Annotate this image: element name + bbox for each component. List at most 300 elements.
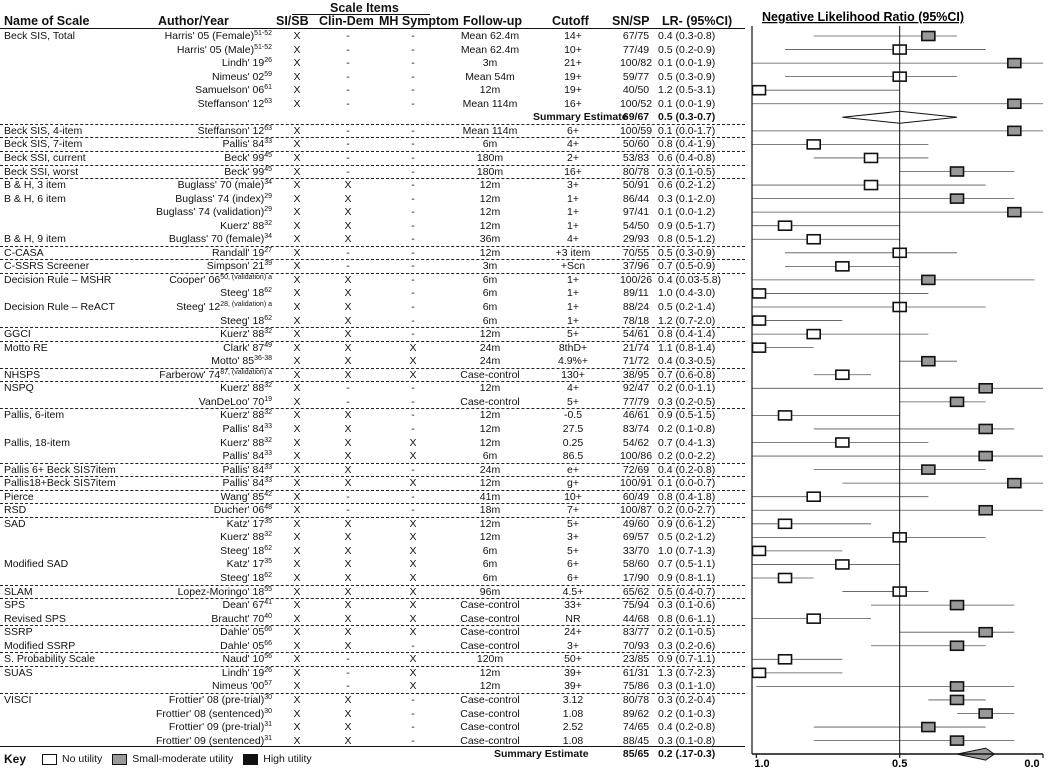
mh-symptom-mark: - (411, 490, 415, 503)
lr-ci: 0.1 (0.0-0.7) (658, 477, 716, 490)
clin-dem-mark: X (344, 477, 352, 490)
sn-sp: 40/50 (622, 84, 650, 97)
si-sb-mark: X (293, 693, 301, 706)
point-estimate (807, 140, 820, 149)
clin-dem-mark: - (346, 490, 350, 503)
cutoff: 1+ (567, 287, 579, 300)
mh-symptom-mark: - (411, 409, 415, 422)
author-year: Pallis' $84^{33}$ (222, 450, 272, 463)
cutoff: 1+ (567, 192, 579, 205)
citation-ref: 51-52 (254, 30, 272, 37)
si-sb-mark: X (293, 422, 301, 435)
lr-ci: 0.3 (0.2-0.4) (658, 693, 716, 706)
scale-name: B & H, 9 item (4, 233, 66, 246)
mh-symptom-mark: X (409, 572, 417, 584)
author-year: Wang' $85^{42}$ (220, 490, 272, 503)
follow-up: 12m (479, 192, 501, 205)
follow-up: 6m (482, 301, 498, 313)
key-swatch-high (243, 754, 258, 765)
clin-dem-mark: - (346, 138, 350, 151)
clin-dem-mark: - (346, 97, 350, 110)
follow-up: 12m (479, 246, 501, 259)
point-estimate (922, 357, 935, 366)
lr-ci: 0.8 (0.6-1.1) (658, 612, 716, 625)
cutoff: -0.5 (563, 409, 583, 422)
si-sb-mark: X (293, 30, 301, 42)
cutoff: NR (565, 612, 581, 625)
point-estimate (836, 262, 849, 271)
citation-ref: 30 (264, 693, 272, 701)
sn-sp: 71/72 (622, 355, 650, 368)
author-year: Kuerz' $88^{32}$ (220, 328, 272, 341)
mh-symptom-mark: - (411, 165, 415, 178)
sn-sp: 89/62 (622, 707, 650, 720)
citation-ref: 87, (validation) a (220, 368, 272, 376)
si-sb-mark: X (293, 260, 301, 273)
author-year: Kuerz' $88^{32}$ (220, 409, 272, 422)
sn-sp: 70/93 (622, 639, 650, 652)
citation-ref: 33 (264, 463, 272, 471)
mh-symptom-mark: - (411, 151, 415, 164)
sn-sp: 74/65 (622, 721, 650, 734)
scale-name: Beck SIS, 7-item (4, 138, 83, 151)
follow-up: 12m (479, 409, 501, 422)
si-sb-mark: X (293, 138, 301, 151)
lr-ci: 0.2 (0.1-0.3) (658, 707, 716, 720)
scale-name: Modified SSRP (4, 639, 76, 652)
point-estimate (1008, 208, 1021, 217)
si-sb-mark: X (293, 368, 301, 381)
clin-dem-mark: X (344, 626, 352, 639)
sn-sp: 100/26 (619, 273, 653, 286)
sn-sp: 69/57 (622, 531, 650, 544)
citation-ref: 28, (validation) a (220, 301, 272, 308)
citation-ref: 66 (264, 626, 272, 634)
clin-dem-mark: - (346, 260, 350, 273)
lr-ci: 0.6 (0.2-1.2) (658, 179, 716, 192)
mh-symptom-mark: X (409, 477, 417, 490)
scale-name: Revised SPS (4, 612, 66, 625)
point-estimate (951, 682, 964, 691)
citation-ref: 26 (264, 666, 272, 674)
author-year: Nimeus' $02^{59}$ (212, 70, 272, 83)
sn-sp: 17/90 (622, 572, 650, 584)
header-cutoff: Cutoff (552, 14, 589, 28)
cutoff: 39+ (564, 666, 582, 679)
si-sb-mark: X (293, 436, 301, 449)
si-sb-mark: X (293, 246, 301, 259)
clin-dem-mark: - (346, 504, 350, 517)
point-estimate (922, 723, 935, 732)
lr-ci: 0.8 (0.4-1.4) (658, 328, 716, 341)
cutoff: 0.25 (562, 436, 584, 449)
cutoff: 8thD+ (558, 341, 588, 354)
clin-dem-mark: X (344, 693, 352, 706)
header-si-sb: SI/SB (276, 14, 309, 28)
scale-name: NSPQ (4, 382, 34, 395)
si-sb-mark: X (293, 653, 301, 666)
point-estimate (951, 194, 964, 203)
clin-dem-mark: X (344, 639, 352, 652)
lr-ci: 0.2 (0.1-0.5) (658, 626, 716, 639)
follow-up: 6m (482, 544, 498, 557)
citation-ref: 32 (264, 409, 272, 417)
sn-sp: 78/18 (622, 314, 650, 327)
cutoff: g+ (567, 477, 579, 490)
cutoff: 16+ (564, 165, 582, 178)
mh-symptom-mark: - (411, 192, 415, 205)
citation-ref: 32 (264, 531, 272, 539)
clin-dem-mark: X (344, 721, 352, 734)
mh-symptom-mark: - (411, 328, 415, 341)
mh-symptom-mark: - (411, 422, 415, 435)
point-estimate (753, 289, 766, 298)
follow-up: 12m (479, 531, 501, 544)
mh-symptom-mark: X (409, 680, 417, 693)
sn-sp: 75/94 (622, 599, 650, 612)
citation-ref: 66 (264, 639, 272, 647)
mh-symptom-mark: - (411, 233, 415, 246)
point-estimate (951, 695, 964, 704)
citation-ref: 31 (264, 721, 272, 729)
point-estimate (836, 370, 849, 379)
lr-ci: 0.8 (0.5-1.2) (658, 233, 716, 246)
author-year: Naud' $10^{56}$ (222, 653, 272, 666)
sn-sp: 61/31 (622, 666, 650, 679)
lr-ci: 0.1 (0.0-1.2) (658, 206, 716, 219)
cutoff: 5+ (567, 517, 579, 530)
follow-up: 24m (479, 341, 501, 354)
mh-symptom-mark: - (411, 382, 415, 395)
clin-dem-mark: X (344, 531, 352, 544)
clin-dem-mark: - (346, 57, 350, 70)
clin-dem-mark: X (344, 314, 352, 327)
mh-symptom-mark: - (411, 273, 415, 286)
author-year: Harris' 05 (Female)$^{51-52}$ (164, 30, 272, 42)
follow-up: Case-control (460, 693, 520, 706)
header-author: Author/Year (158, 14, 229, 28)
point-estimate (836, 560, 849, 569)
citation-ref: 35 (264, 517, 272, 525)
author-year: Buglass' 74 (validation)$^{29}$ (155, 206, 272, 219)
plot-title: Negative Likelihood Ratio (95%CI) (761, 10, 965, 24)
plot-marks (752, 32, 1043, 761)
clin-dem-mark: X (344, 355, 352, 368)
si-sb-mark: X (293, 666, 301, 679)
key-swatch-none (42, 754, 57, 765)
header-scale-items: Scale Items (330, 1, 399, 15)
scale-name: VISCI (4, 693, 32, 706)
follow-up: 36m (479, 233, 501, 246)
lr-ci: 0.9 (0.5-1.5) (658, 409, 716, 422)
cutoff: 4.9%+ (557, 355, 589, 368)
citation-ref: 59 (264, 70, 272, 78)
si-sb-mark: X (293, 70, 301, 83)
follow-up: Mean 114m (462, 124, 518, 137)
point-estimate (807, 614, 820, 623)
clin-dem-mark: - (346, 382, 350, 395)
cutoff: 1+ (567, 301, 579, 313)
lr-ci: 0.4 (0.3-0.8) (658, 30, 716, 42)
lr-ci: 0.3 (0.1-2.0) (658, 192, 716, 205)
author-year: Steeg' $12^{28, (validation) a}$ (176, 301, 272, 313)
author-year: Frottier' 08 (pre-trial)$^{30}$ (168, 693, 272, 706)
summary-label: Summary Estimate (533, 111, 628, 124)
citation-ref: 62 (264, 314, 272, 322)
follow-up: Case-control (460, 599, 520, 612)
sn-sp: 60/49 (622, 490, 650, 503)
x-tick-label: 0.5 (892, 758, 908, 769)
point-estimate (1008, 126, 1021, 135)
follow-up: 12m (479, 382, 501, 395)
citation-ref: 40 (264, 612, 272, 620)
scale-name: C-CASA (4, 246, 44, 259)
citation-ref: 41 (264, 599, 272, 607)
clin-dem-mark: - (346, 43, 350, 56)
cutoff: 1+ (567, 273, 579, 286)
point-estimate (922, 275, 935, 284)
sn-sp: 92/47 (622, 382, 650, 395)
sn-sp: 100/52 (619, 97, 653, 110)
lr-ci: 0.7 (0.6-0.8) (658, 368, 716, 381)
lr-ci: 0.4 (0.2-0.8) (658, 721, 716, 734)
si-sb-mark: X (293, 97, 301, 110)
mh-symptom-mark: - (411, 301, 415, 313)
follow-up: Case-control (460, 368, 520, 381)
scale-name: Beck SIS, Total (4, 30, 76, 42)
lr-ci: 0.8 (0.4-1.8) (658, 490, 716, 503)
scale-name: B & H, 6 item (4, 192, 66, 205)
citation-ref: 33 (264, 422, 272, 430)
follow-up: 12m (479, 436, 501, 449)
citation-ref: 31 (264, 734, 272, 742)
cutoff: 4+ (567, 382, 579, 395)
author-year: Simpson' $21^{39}$ (206, 260, 272, 273)
mh-symptom-mark: - (411, 463, 415, 476)
citation-ref: 42 (264, 490, 272, 498)
follow-up: 18m (479, 504, 501, 517)
x-tick-label: 1.0 (754, 758, 770, 769)
si-sb-mark: X (293, 328, 301, 341)
sn-sp: 100/59 (619, 124, 653, 137)
header-follow-up: Follow-up (463, 14, 523, 28)
citation-ref: 45 (264, 151, 272, 159)
header-sn-sp: SN/SP (612, 14, 650, 28)
lr-ci: 0.5 (0.2-1.2) (658, 531, 716, 544)
citation-ref: 39 (264, 260, 272, 268)
point-estimate (807, 492, 820, 501)
point-estimate (979, 628, 992, 637)
lr-ci: 0.5 (0.2-1.4) (658, 301, 716, 313)
sn-sp: 100/87 (619, 504, 653, 517)
cutoff: 24+ (564, 626, 582, 639)
follow-up: 12m (479, 219, 501, 232)
clin-dem-mark: X (344, 572, 352, 584)
author-year: Farberow' $74^{87, (validation) a}$ (159, 368, 272, 381)
citation-ref: 49 (264, 341, 272, 349)
author-year: Dean' $67^{41}$ (222, 599, 272, 612)
mh-symptom-mark: - (411, 43, 415, 56)
si-sb-mark: X (293, 707, 301, 720)
clin-dem-mark: - (346, 165, 350, 178)
clin-dem-mark: - (346, 124, 350, 137)
key-legend (4, 752, 312, 766)
key-label-moderate: Small-moderate utility (132, 753, 234, 765)
follow-up: 24m (479, 355, 501, 368)
sn-sp: 77/79 (622, 395, 650, 408)
citation-ref: 36-38 (254, 355, 272, 363)
point-estimate (951, 736, 964, 745)
si-sb-mark: X (293, 477, 301, 490)
x-tick-label: 0.0 (1024, 758, 1040, 769)
follow-up: 6m (482, 572, 498, 584)
citation-ref: 63 (264, 97, 272, 105)
cutoff: 4.5+ (562, 585, 584, 598)
follow-up: Case-control (460, 626, 520, 639)
si-sb-mark: X (293, 490, 301, 503)
cutoff: 130+ (561, 368, 585, 381)
mh-symptom-mark: - (411, 287, 415, 300)
si-sb-mark: X (293, 504, 301, 517)
sn-sp: 21/74 (622, 341, 650, 354)
lr-ci: 0.9 (0.6-1.2) (658, 517, 716, 530)
lr-ci: 0.7 (0.4-1.3) (658, 436, 716, 449)
header-lr: LR- (95%CI) (662, 14, 733, 28)
clin-dem-mark: X (344, 233, 352, 246)
author-year: Pallis' $84^{33}$ (222, 138, 272, 151)
scale-name: Pallis, 18-item (4, 436, 70, 449)
sn-sp: 88/45 (622, 734, 650, 747)
si-sb-mark: X (293, 287, 301, 300)
sn-sp: 100/86 (619, 450, 653, 463)
author-year: Motto' 85$^{36-38}$ (211, 355, 272, 368)
citation-ref: 32 (264, 328, 272, 336)
scale-name: SLAM (4, 585, 33, 598)
sn-sp: 54/61 (622, 328, 650, 341)
si-sb-mark: X (293, 43, 301, 56)
author-year: Katz' $17^{35}$ (226, 558, 272, 571)
clin-dem-mark: - (346, 395, 350, 408)
point-estimate (753, 316, 766, 325)
lr-ci: 0.2 (0.0-2.7) (658, 504, 716, 517)
citation-ref: 55 (264, 585, 272, 593)
author-year: Kuerz' $88^{32}$ (220, 531, 272, 544)
point-estimate (979, 384, 992, 393)
clin-dem-mark: X (344, 517, 352, 530)
cutoff: 4+ (567, 138, 579, 151)
mh-symptom-mark: X (409, 450, 417, 463)
lr-ci: 1.0 (0.7-1.3) (658, 544, 716, 557)
sn-sp: 75/86 (622, 680, 650, 693)
lr-ci: 0.5 (0.4-0.7) (658, 585, 716, 598)
point-estimate (779, 519, 792, 528)
clin-dem-mark: X (344, 192, 352, 205)
clin-dem-mark: X (344, 599, 352, 612)
clin-dem-mark: X (344, 179, 352, 192)
mh-symptom-mark: - (411, 30, 415, 42)
sn-sp: 67/75 (622, 30, 650, 42)
si-sb-mark: X (293, 165, 301, 178)
mh-symptom-mark: - (411, 219, 415, 232)
summary-label: Summary Estimate (494, 748, 589, 761)
cutoff: 3+ (567, 639, 579, 652)
si-sb-mark: X (293, 273, 301, 286)
citation-ref: 26 (264, 57, 272, 65)
mh-symptom-mark: X (409, 517, 417, 530)
citation-ref: 57 (264, 680, 272, 688)
mh-symptom-mark: - (411, 639, 415, 652)
lr-ci: 0.5 (0.2-0.9) (658, 43, 716, 56)
si-sb-mark: X (293, 612, 301, 625)
sn-sp: 77/49 (622, 43, 650, 56)
citation-ref: 19 (264, 395, 272, 403)
point-estimate (807, 330, 820, 339)
author-year: Pallis' $84^{33}$ (222, 422, 272, 435)
si-sb-mark: X (293, 151, 301, 164)
sn-sp: 89/11 (623, 287, 649, 300)
lr-ci: 0.4 (0.03-5.8) (658, 273, 722, 286)
follow-up: Mean 114m (462, 97, 518, 110)
point-estimate (753, 343, 766, 352)
citation-ref: 33 (264, 477, 272, 485)
si-sb-mark: X (293, 734, 301, 747)
citation-ref: 35 (264, 558, 272, 566)
scale-name: Decision Rule – ReACT (4, 301, 115, 313)
author-year: Beck' $99^{45}$ (224, 151, 272, 164)
si-sb-mark: X (293, 599, 301, 612)
clin-dem-mark: - (346, 151, 350, 164)
key-label-none: No utility (62, 753, 103, 765)
sn-sp: 86/44 (622, 192, 650, 205)
clin-dem-mark: X (344, 558, 352, 571)
si-sb-mark: X (293, 314, 301, 327)
citation-ref: 30 (264, 707, 272, 715)
si-sb-mark: X (293, 544, 301, 557)
summary-sn-sp: 69/67 (622, 111, 650, 124)
mh-symptom-mark: - (411, 246, 415, 259)
lr-ci: 0.4 (0.2-0.8) (658, 463, 716, 476)
citation-ref: 62 (264, 544, 272, 552)
scale-name: RSD (4, 504, 27, 517)
mh-symptom-mark: - (411, 84, 415, 97)
cutoff: 86.5 (562, 450, 584, 463)
mh-symptom-mark: - (411, 260, 415, 273)
header-name: Name of Scale (4, 14, 90, 28)
scale-name: S. Probability Scale (4, 653, 96, 666)
sn-sp: 54/62 (622, 436, 650, 449)
si-sb-mark: X (293, 572, 301, 584)
point-estimate (979, 709, 992, 718)
citation-ref: 62 (264, 287, 272, 295)
mh-symptom-mark: - (411, 138, 415, 151)
sn-sp: 33/70 (622, 544, 650, 557)
point-estimate (979, 452, 992, 461)
author-year: Dahle' $05^{66}$ (220, 639, 272, 652)
sn-sp: 83/74 (622, 422, 650, 435)
point-estimate (922, 465, 935, 474)
mh-symptom-mark: - (411, 395, 415, 408)
sn-sp: 58/60 (622, 558, 650, 571)
lr-ci: 0.1 (0.0-1.9) (658, 97, 716, 110)
citation-ref: 63 (264, 124, 272, 132)
clin-dem-mark: X (344, 206, 352, 219)
cutoff: 3+ (567, 531, 579, 544)
clin-dem-mark: X (344, 544, 352, 557)
lr-ci: 0.3 (0.1-0.6) (658, 599, 716, 612)
scale-name: GGCI (4, 328, 31, 341)
si-sb-mark: X (293, 680, 301, 693)
cutoff: 6+ (567, 124, 579, 137)
